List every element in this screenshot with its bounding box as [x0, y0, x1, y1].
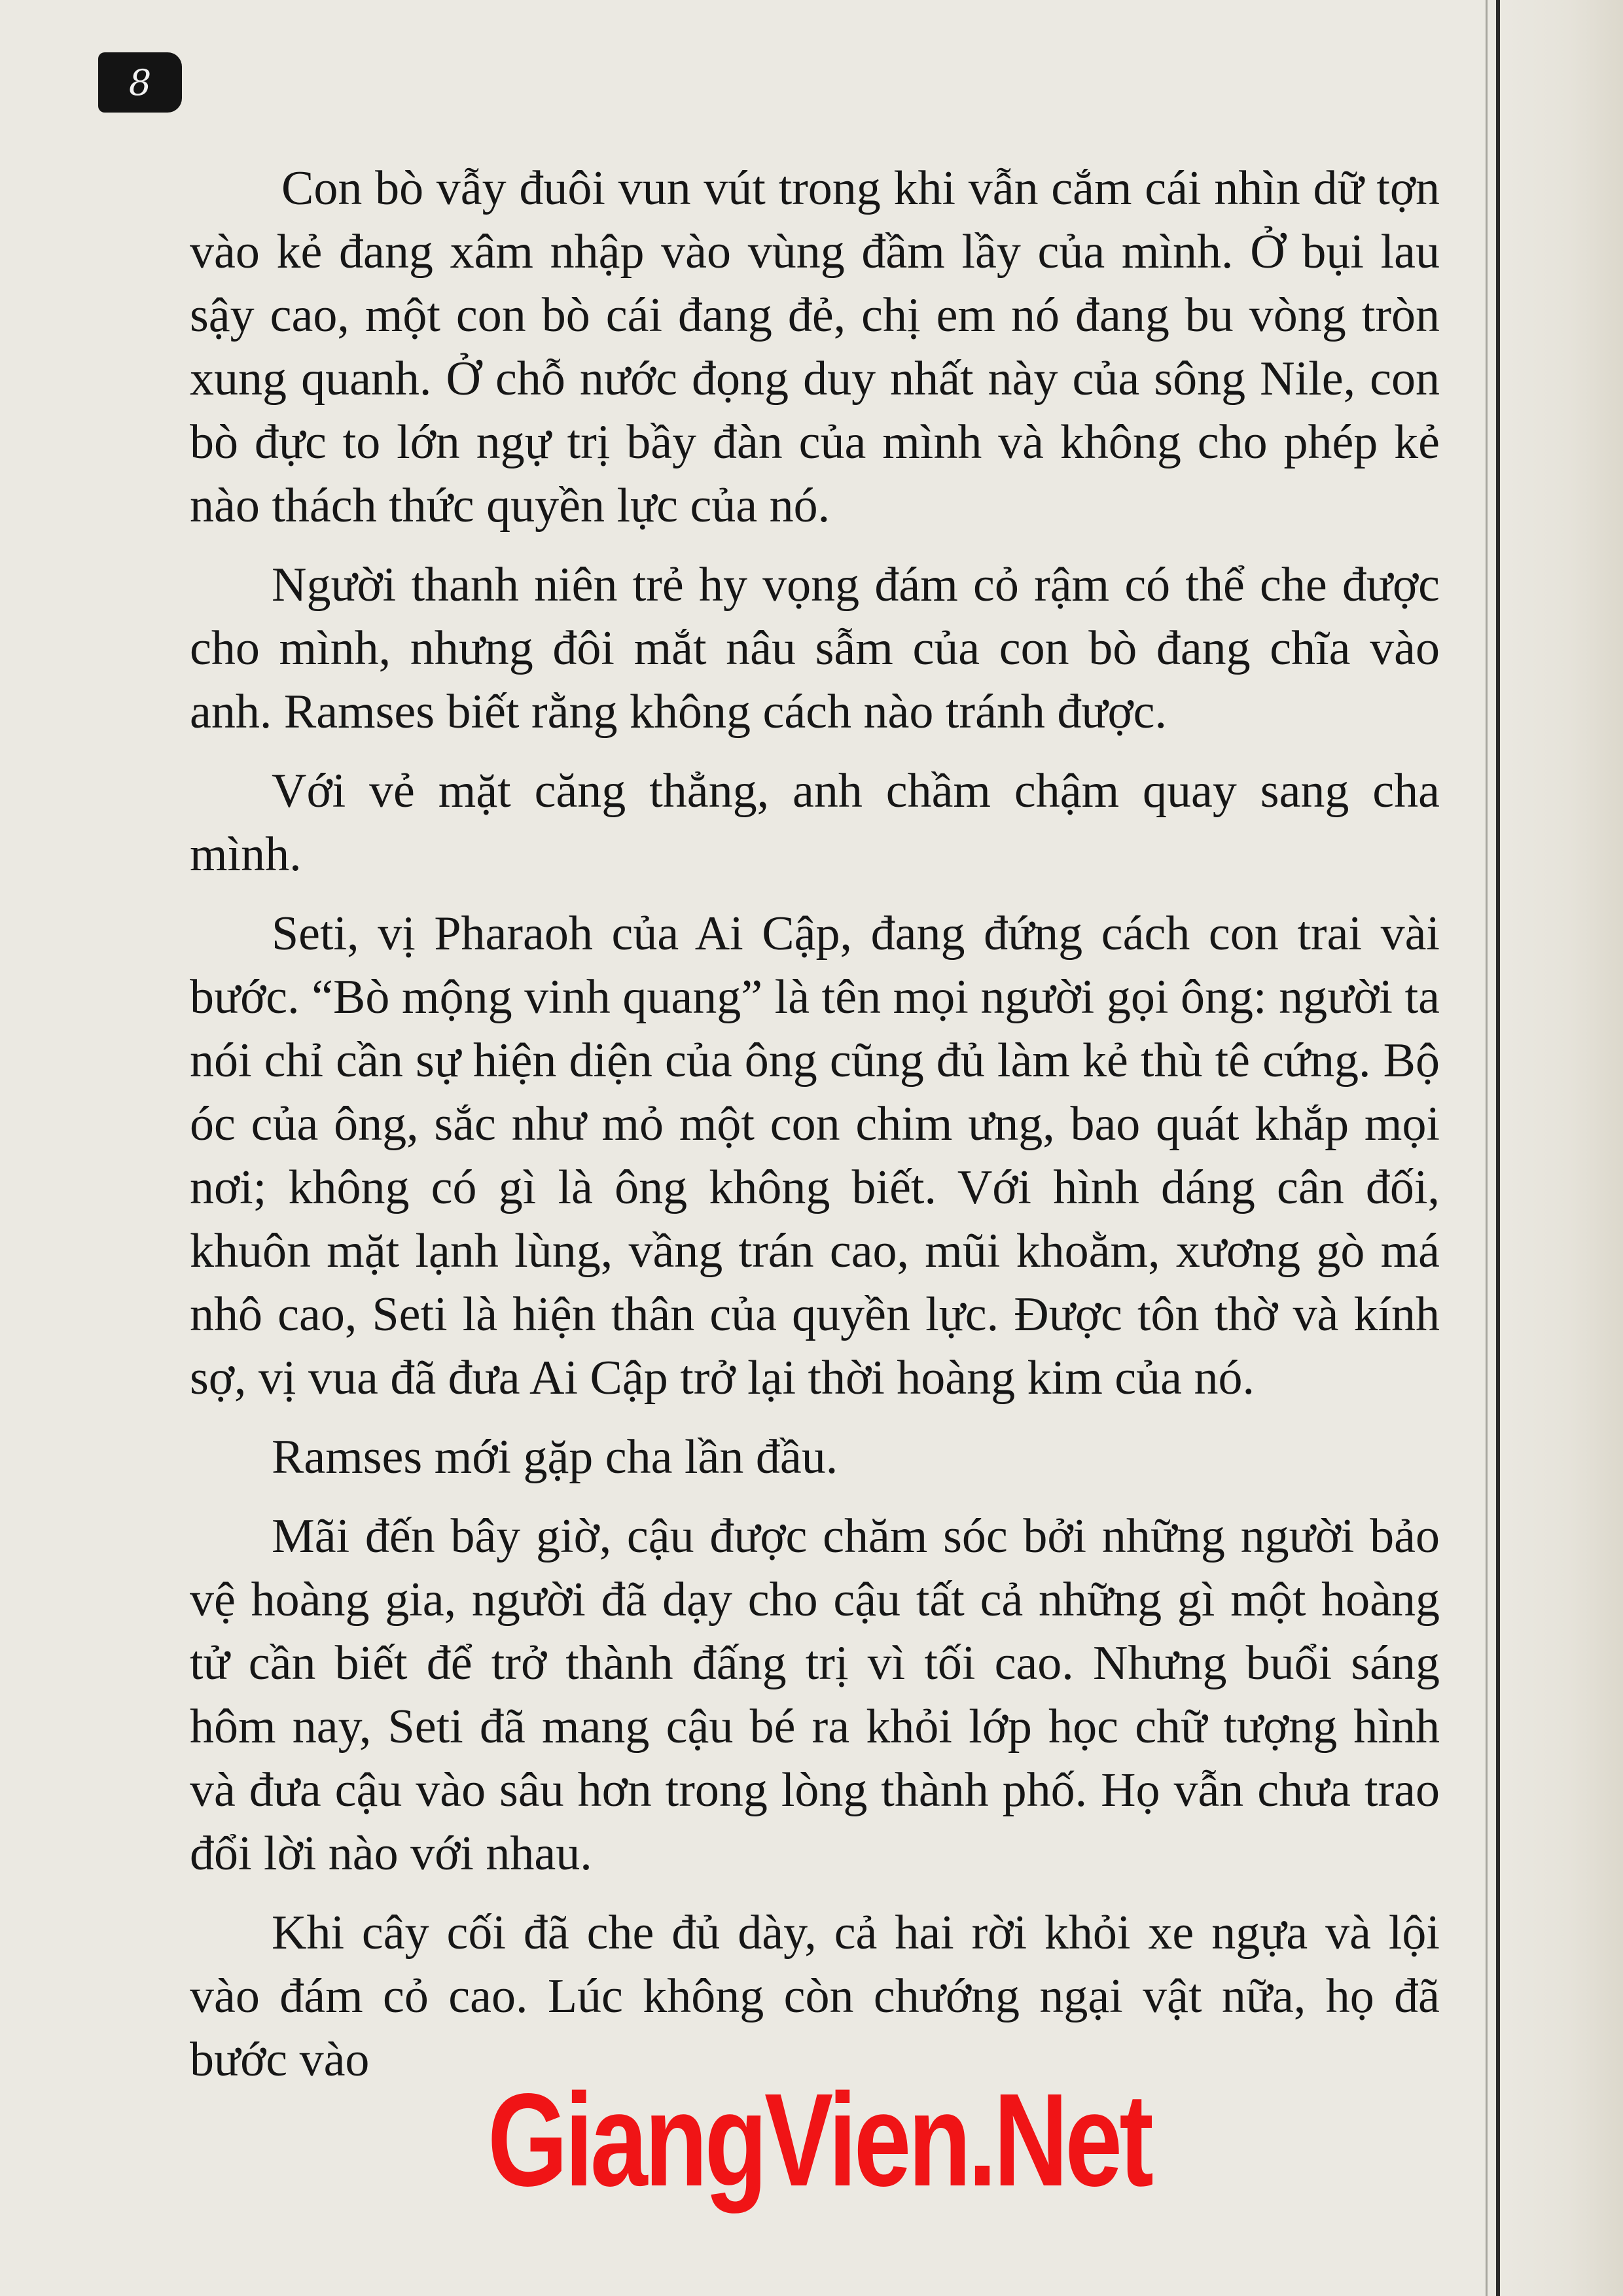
book-spine-line: [1496, 0, 1500, 2296]
watermark-logo: GiangVien.Net: [488, 2066, 1151, 2214]
paragraph-3: Với vẻ mặt căng thẳng, anh chầm chậm quay sang cha mình.: [190, 764, 1440, 881]
page-edge-shadow: [1486, 0, 1623, 2296]
paragraph-5: Ramses mới gặp cha lần đầu.: [272, 1430, 838, 1484]
paragraph-2: Người thanh niên trẻ hy vọng đám cỏ rậm có thể che được cho mình, nhưng đôi mắt nâu sẫm của con bò đang chĩa vào anh. Ramses biết rằng không cách nào tránh được.: [190, 558, 1440, 739]
paragraph-1: Con bò vẫy đuôi vun vút trong khi vẫn cắm cái nhìn dữ tợn vào kẻ đang xâm nhập vào vùng đầm lầy của mình. Ở bụi lau sậy cao, một con bò cái đang đẻ, chị em nó đang bu vòng tròn xung quanh. Ở chỗ nước đọng duy nhất này của sông Nile, con bò đực to lớn ngự trị bầy đàn của mình và không cho phép kẻ nào thách thức quyền lực của nó.: [190, 162, 1440, 533]
paragraph-7: Khi cây cối đã che đủ dày, cả hai rời khỏi xe ngựa và lội vào đám cỏ cao. Lúc không còn chướng ngại vật nữa, họ đã bước vào: [190, 1906, 1440, 2087]
book-spine-shadow: [1486, 0, 1488, 2296]
page-number-tab: [98, 52, 182, 113]
paragraph-6: Mãi đến bây giờ, cậu được chăm sóc bởi những người bảo vệ hoàng gia, người đã dạy cho cậu tất cả những gì một hoàng tử cần biết để trở thành đấng trị vì tối cao. Nhưng buổi sáng hôm nay, Seti đã mang cậu bé ra khỏi lớp học chữ tượng hình và đưa cậu vào sâu hơn trong lòng thành phố. Họ vẫn chưa trao đổi lời nào với nhau.: [190, 1510, 1440, 1881]
body-text: [190, 157, 1440, 2108]
page-number: 8: [128, 62, 152, 103]
paragraph-4: Seti, vị Pharaoh của Ai Cập, đang đứng cách con trai vài bước. “Bò mộng vinh quang” là tên mọi người gọi ông: người ta nói chỉ cần sự hiện diện của ông cũng đủ làm kẻ thù tê cứng. Bộ óc của ông, sắc như mỏ một con chim ưng, bao quát khắp mọi nơi; không có gì là ông không biết. Với hình dáng cân đối, khuôn mặt lạnh lùng, vầng trán cao, mũi khoằm, xương gò má nhô cao, Seti là hiện thân của quyền lực. Được tôn thờ và kính sợ, vị vua đã đưa Ai Cập trở lại thời hoàng kim của nó.: [190, 907, 1440, 1405]
